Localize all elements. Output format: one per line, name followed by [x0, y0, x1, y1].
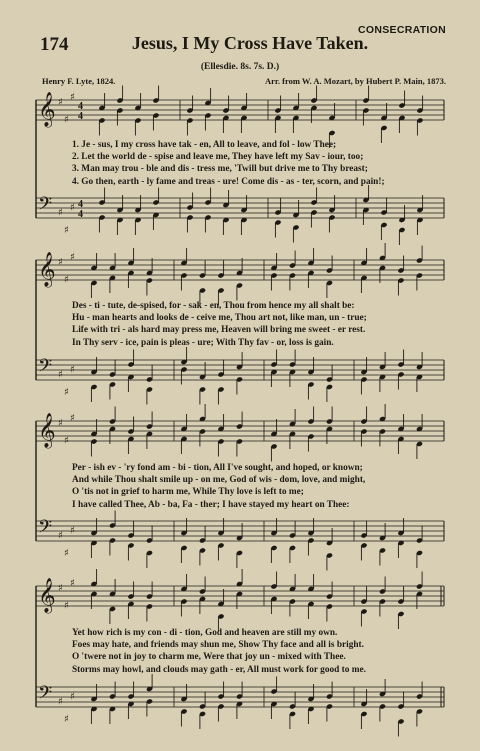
sharp-icon: ♯: [70, 691, 75, 703]
sharp-icon: ♯: [64, 714, 69, 725]
lyric-line: Storms may howl, and clouds may gath - er, All must work for good to me.: [72, 664, 366, 675]
tune-meter: (Ellesdie. 8s. 7s. D.): [200, 62, 280, 72]
sharp-icon: ♯: [58, 418, 63, 429]
treble-clef-icon: 𝄞: [38, 92, 56, 127]
sharp-icon: ♯: [70, 413, 75, 424]
time-signature-top: 4: [78, 101, 83, 112]
lyric-line: 3. Man may trou - ble and dis - tress me, 'Twill but drive me to Thy breast;: [72, 164, 368, 175]
bass-clef-icon: 𝄢: [38, 517, 53, 542]
sharp-icon: ♯: [64, 435, 69, 447]
lyrics-block-3: [72, 462, 442, 511]
lyric-line: Life with tri - als hard may press me, Heaven will bring me sweet - er rest.: [72, 325, 366, 336]
sharp-icon: ♯: [58, 207, 63, 219]
lyric-line: In Thy serv - ice, pain is pleas - ure; With Thy fav - or, loss is gain.: [72, 337, 334, 348]
sharp-icon: ♯: [64, 600, 69, 612]
sharp-icon: ♯: [70, 92, 75, 103]
treble-clef-icon: 𝄞: [38, 413, 56, 448]
sharp-icon: ♯: [70, 202, 75, 214]
lyric-line: 4. Go then, earth - ly fame and treas - ure! Come dis - as - ter, scorn, and pain!;: [72, 176, 385, 187]
sharp-icon: ♯: [64, 274, 69, 286]
bass-clef-icon: 𝄢: [38, 683, 53, 708]
sharp-icon: ♯: [70, 364, 75, 376]
lyrics-block-2: [72, 300, 442, 349]
time-signature-bottom: 4: [78, 111, 83, 122]
sharp-icon: ♯: [58, 369, 63, 381]
lyricist-credit: Henry F. Lyte, 1824.: [42, 76, 116, 86]
treble-clef-icon: 𝄞: [38, 578, 56, 613]
sharp-icon: ♯: [58, 696, 63, 708]
sharp-icon: ♯: [70, 252, 75, 263]
lyric-line: Hu - man hearts and looks de - ceive me, Thou art not, like man, un - true;: [72, 313, 367, 324]
lyrics-block-1: [72, 139, 442, 188]
sharp-icon: ♯: [70, 578, 75, 589]
sharp-icon: ♯: [64, 225, 69, 236]
hymn-number: 174: [40, 34, 69, 55]
sharp-icon: ♯: [58, 97, 63, 108]
time-signature-bottom: 4: [78, 209, 83, 220]
sharp-icon: ♯: [58, 257, 63, 268]
sharp-icon: ♯: [64, 114, 69, 126]
lyric-line: O 'twere not in joy to charm me, Were that joy un - mixed with Thee.: [72, 652, 346, 663]
lyric-line: I have called Thee, Ab - ba, Fa - ther; I have stayed my heart on Thee:: [72, 499, 350, 510]
lyric-line: Per - ish ev - 'ry fond am - bi - tion, All I've sought, and hoped, or known;: [72, 463, 363, 473]
bass-clef-icon: 𝄢: [38, 194, 53, 219]
section-label: CONSECRATION: [358, 24, 446, 36]
lyric-line: Des - ti - tute, de-spised, for - sak - en, Thou from hence my all shalt be:: [72, 301, 355, 311]
composer-credit: Arr. from W. A. Mozart, by Hubert P. Main, 1873.: [264, 76, 446, 86]
lyric-line: Yet how rich is my con - di - tion, God and heaven are still my own.: [72, 628, 338, 638]
lyric-line: And while Thou shalt smile up - on me, God of wis - dom, love, and might,: [72, 475, 366, 486]
lyric-line: O 'tis not in grief to harm me, While Thy love is left to me;: [72, 487, 304, 498]
time-signature-top: 4: [78, 199, 83, 210]
sharp-icon: ♯: [64, 387, 69, 398]
sharp-icon: ♯: [58, 583, 63, 594]
lyric-line: 2. Let the world de - spise and leave me, They have left my Sav - iour, too;: [72, 152, 364, 163]
lyric-line: Foes may hate, and friends may shun me, Show Thy face and all is bright.: [72, 640, 364, 651]
sharp-icon: ♯: [64, 548, 69, 559]
lyric-line: 1. Je - sus, I my cross have tak - en, All to leave, and fol - low Thee;: [72, 140, 337, 150]
lyrics-block-4: [72, 627, 442, 676]
hymn-title: Jesus, I My Cross Have Taken.: [131, 33, 369, 53]
sharp-icon: ♯: [70, 525, 75, 537]
sharp-icon: ♯: [58, 530, 63, 542]
treble-clef-icon: 𝄞: [38, 252, 56, 287]
bass-clef-icon: 𝄢: [38, 356, 53, 381]
